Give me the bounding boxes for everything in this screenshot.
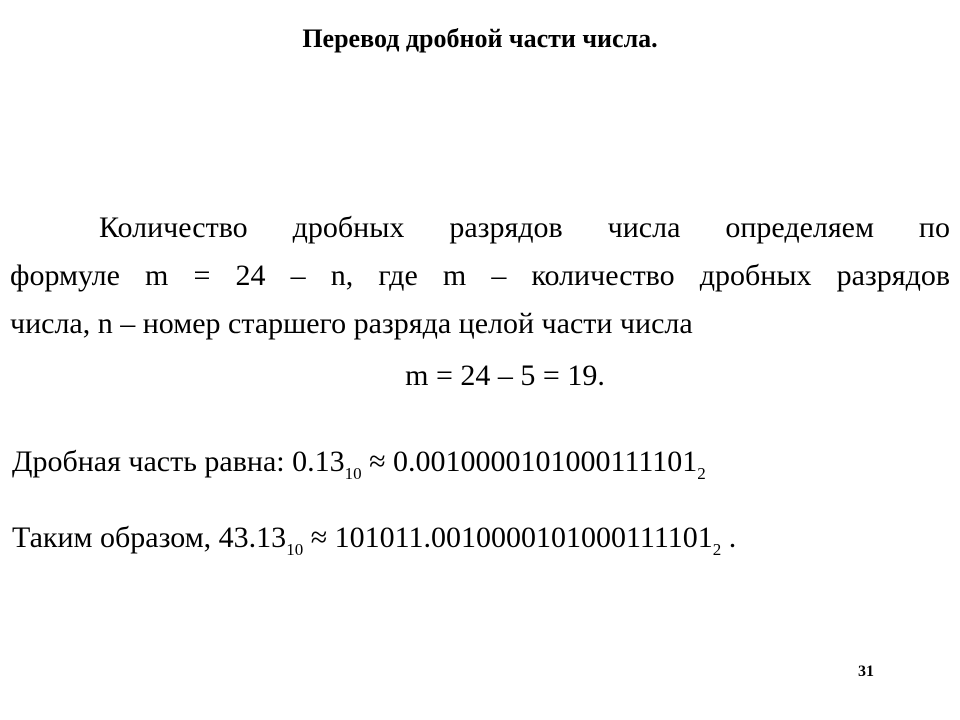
total-result-suffix: .	[721, 521, 737, 554]
total-result-base-to: 2	[712, 540, 722, 559]
paragraph-line-2: формуле m = 24 – n, где m – количество дробных разрядов	[10, 259, 950, 292]
explanation-paragraph	[10, 204, 950, 348]
fraction-result-base-to: 2	[697, 464, 706, 483]
page-number: 31	[858, 663, 874, 680]
formula-m: m = 24 – 5 = 19.	[405, 359, 605, 392]
slide-title: Перевод дробной части числа.	[302, 24, 658, 53]
fraction-result-value: ≈ 0.0010000101000111101	[361, 445, 698, 478]
total-result-prefix: Таким образом, 43.13	[12, 521, 287, 554]
paragraph-line-3: числа, n – номер старшего разряда целой части числа	[10, 307, 693, 340]
paragraph-line-1: Количество дробных разрядов числа определяем по	[99, 211, 950, 244]
total-result-value: ≈ 101011.0010000101000111101	[303, 521, 713, 554]
total-result-base-from: 10	[286, 540, 304, 559]
total-result-line	[12, 518, 736, 558]
fraction-result-base-from: 10	[344, 464, 362, 483]
fraction-result-line	[12, 442, 706, 482]
fraction-result-prefix: Дробная часть равна: 0.13	[12, 445, 345, 478]
